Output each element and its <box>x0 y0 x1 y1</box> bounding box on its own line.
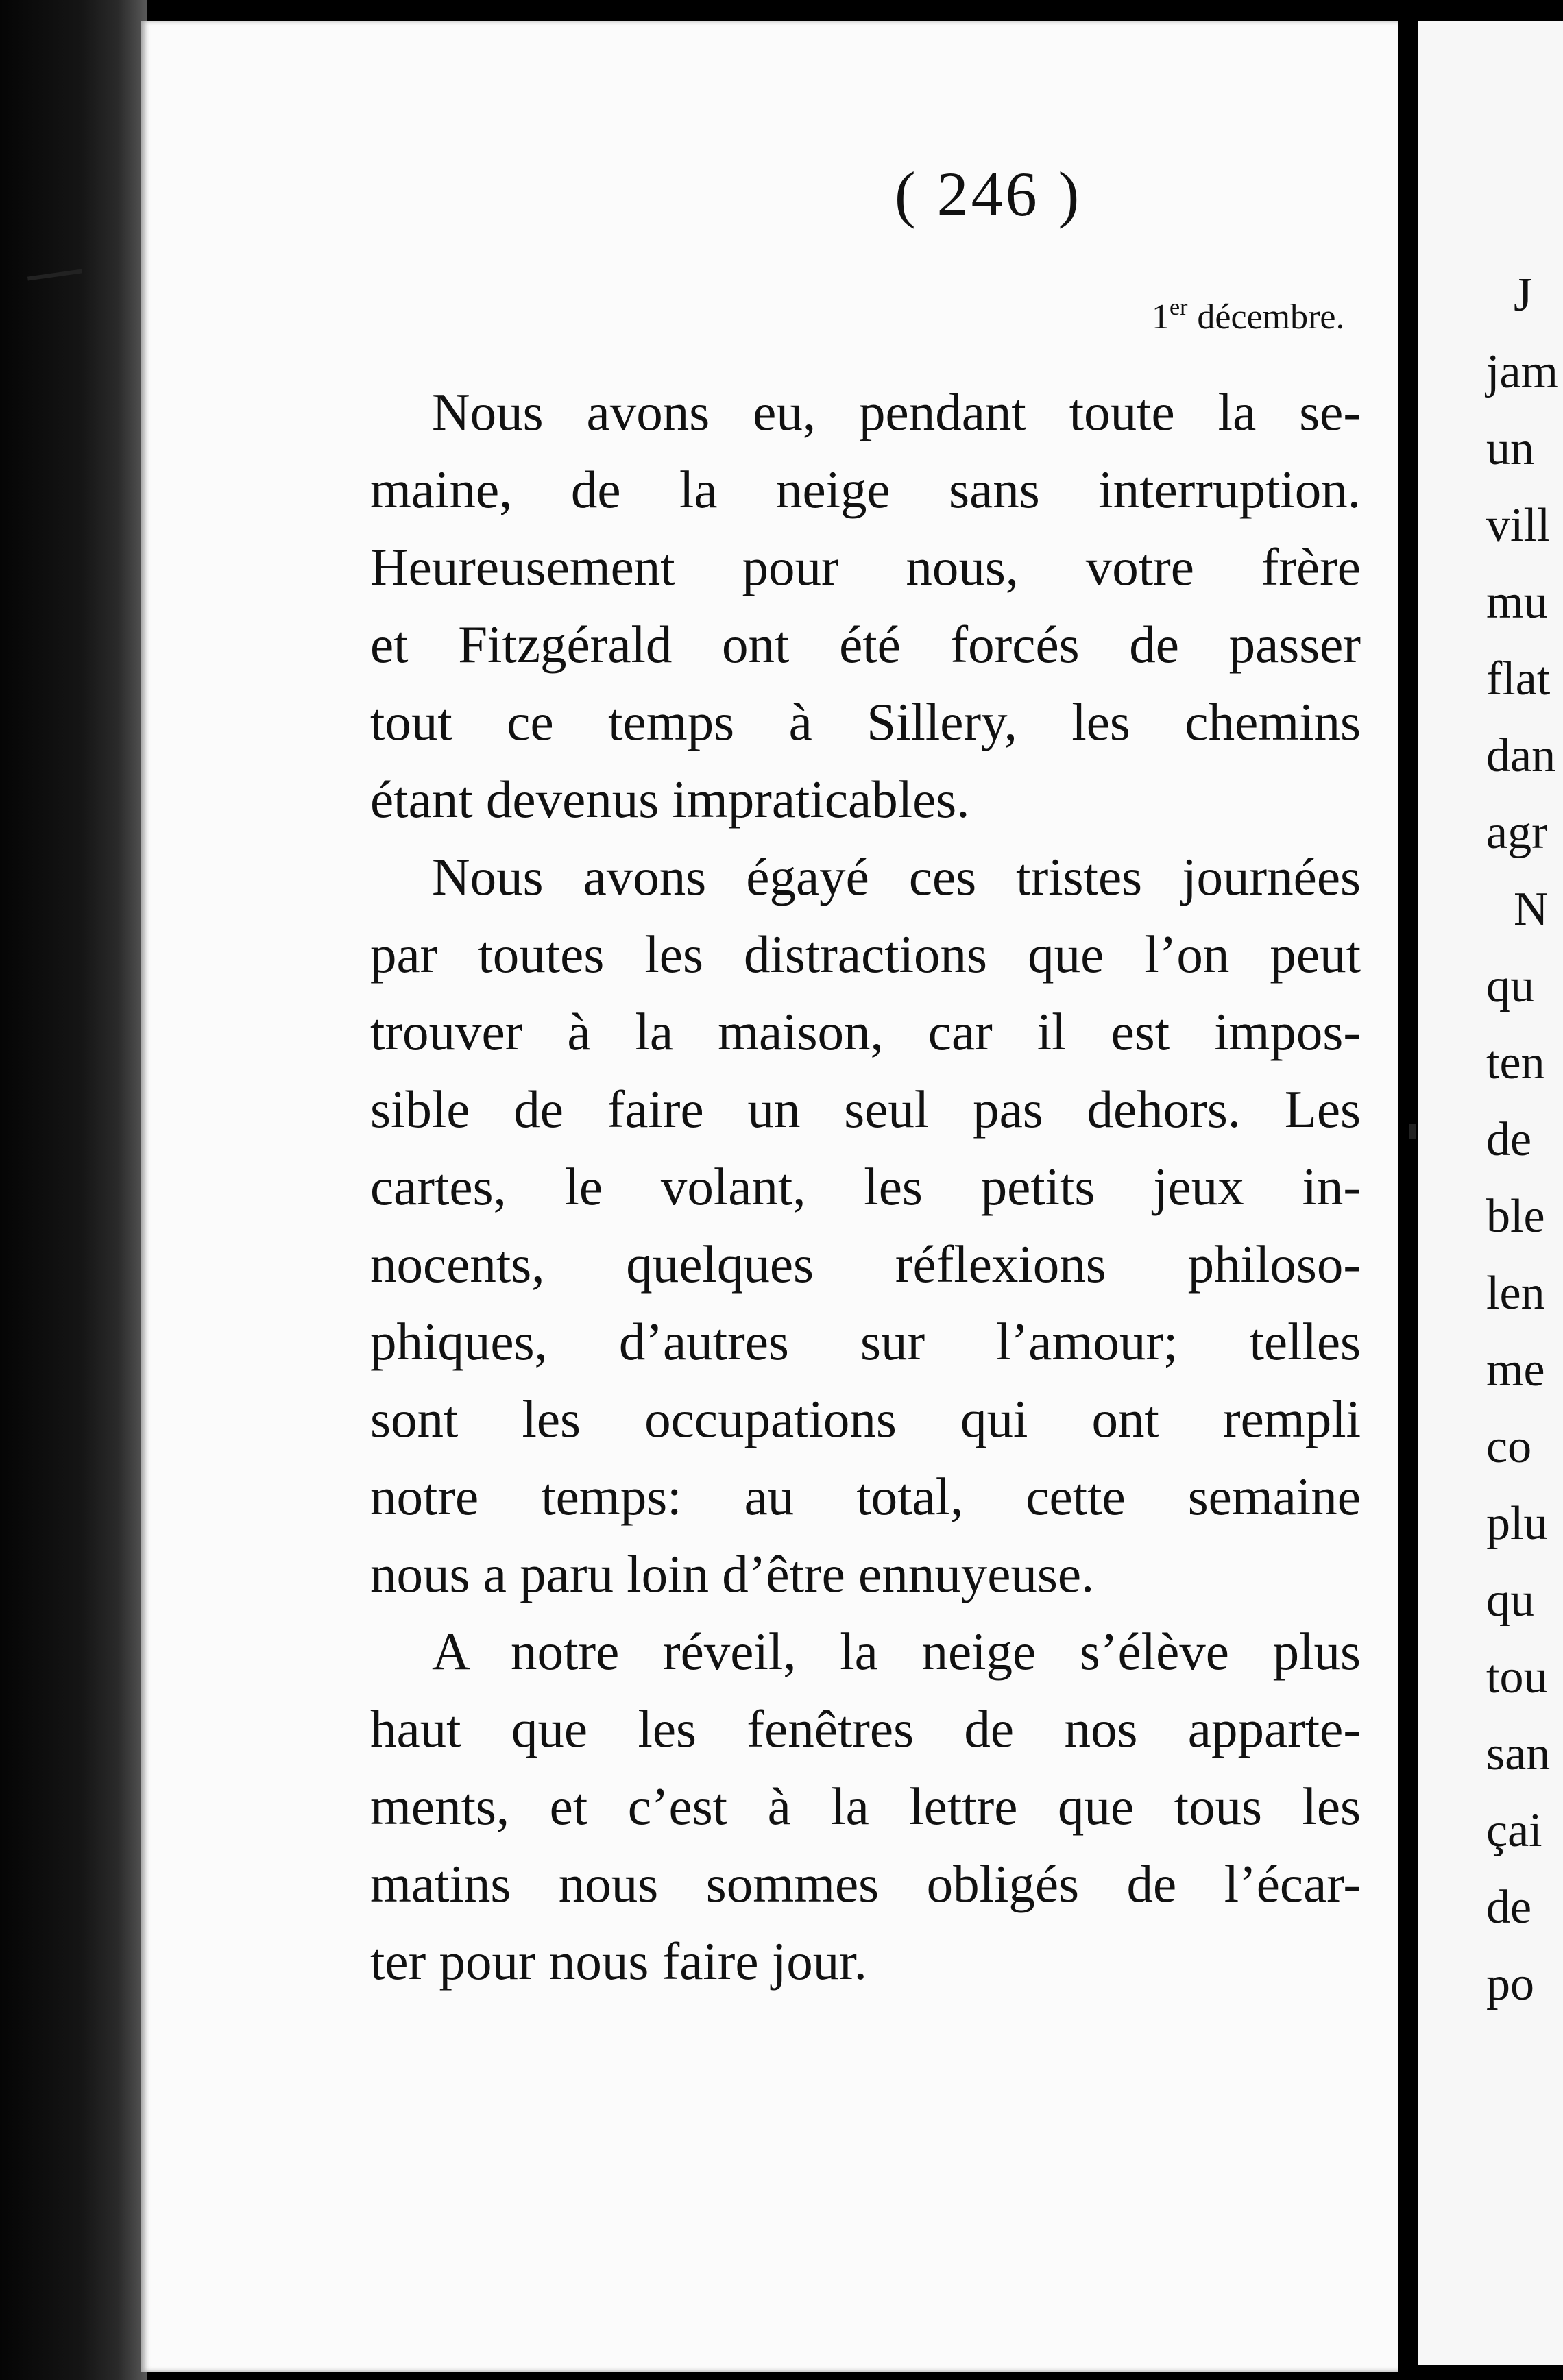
facing-page-line: len <box>1486 1267 1545 1320</box>
text-line: Nous avons égayé ces tristes journées <box>432 847 1361 906</box>
text-line: étant devenus impraticables. <box>370 770 970 829</box>
text-line: maine, de la neige sans interruption. <box>370 460 1361 519</box>
facing-page-line: qu <box>1486 1574 1534 1627</box>
letter-body <box>370 374 1361 2000</box>
text-line: Nous avons eu, pendant toute la se- <box>432 382 1361 441</box>
facing-page-line: po <box>1486 1958 1534 2011</box>
facing-page-line: mu <box>1486 576 1548 629</box>
date-ordinal: er <box>1170 295 1188 320</box>
facing-page-line: flat <box>1486 653 1551 705</box>
facing-page-line: me <box>1486 1344 1545 1396</box>
text-line: tout ce temps à Sillery, les chemins <box>370 692 1361 751</box>
page-edge-shadow <box>1398 14 1419 2372</box>
facing-page-line: J <box>1514 269 1533 321</box>
facing-page-line: plu <box>1486 1497 1548 1550</box>
text-line: ments, et c’est à la lettre que tous les <box>370 1777 1361 1836</box>
facing-page-line: ten <box>1486 1036 1545 1089</box>
text-line: sont les occupations qui ont rempli <box>370 1389 1361 1448</box>
scan-speck <box>1409 1124 1416 1139</box>
date-heading <box>1152 295 1345 337</box>
text-line: A notre réveil, la neige s’élève plus <box>432 1622 1361 1681</box>
facing-page-line: çai <box>1486 1804 1542 1857</box>
facing-page-line: de <box>1486 1113 1532 1166</box>
facing-page-line: agr <box>1486 806 1548 859</box>
text-line: nous a paru loin d’être ennuyeuse. <box>370 1544 1095 1603</box>
facing-page-line: san <box>1486 1727 1551 1780</box>
date-day: 1 <box>1152 298 1170 337</box>
text-line: nocents, quelques réflexions philoso- <box>370 1235 1361 1294</box>
text-line: phiques, d’autres sur l’amour; telles <box>370 1312 1361 1371</box>
facing-page-line: dan <box>1486 729 1556 782</box>
facing-page-line: jam <box>1486 345 1558 398</box>
page-number: ( 246 ) <box>895 159 1082 229</box>
paragraph <box>370 838 1361 1613</box>
facing-page-line: N <box>1514 883 1549 936</box>
text-line: matins nous sommes obligés de l’écar- <box>370 1854 1361 1913</box>
facing-page-line: vill <box>1486 499 1551 552</box>
text-line: Heureusement pour nous, votre frère <box>370 537 1361 596</box>
text-line: cartes, le volant, les petits jeux in- <box>370 1157 1361 1216</box>
text-line: sible de faire un seul pas dehors. Les <box>370 1080 1361 1139</box>
facing-page-line: de <box>1486 1881 1532 1934</box>
paragraph <box>370 1613 1361 2000</box>
text-line: ter pour nous faire jour. <box>370 1932 867 1991</box>
text-line: par toutes les distractions que l’on peut <box>370 925 1361 984</box>
facing-page-line: un <box>1486 422 1534 475</box>
date-month: décembre. <box>1197 298 1345 337</box>
text-line: haut que les fenêtres de nos apparte- <box>370 1699 1361 1758</box>
facing-page-line: qu <box>1486 960 1534 1012</box>
text-line: notre temps: au total, cette semaine <box>370 1467 1361 1526</box>
book-gutter <box>0 0 147 2380</box>
facing-page-line: tou <box>1486 1651 1548 1703</box>
facing-page-text <box>1486 257 1558 2023</box>
facing-page-line: ble <box>1486 1190 1545 1243</box>
paragraph <box>370 374 1361 838</box>
text-line: et Fitzgérald ont été forcés de passer <box>370 615 1361 674</box>
facing-page-line: co <box>1486 1420 1532 1473</box>
text-line: trouver à la maison, car il est impos- <box>370 1002 1361 1061</box>
facing-page <box>1418 21 1563 2365</box>
